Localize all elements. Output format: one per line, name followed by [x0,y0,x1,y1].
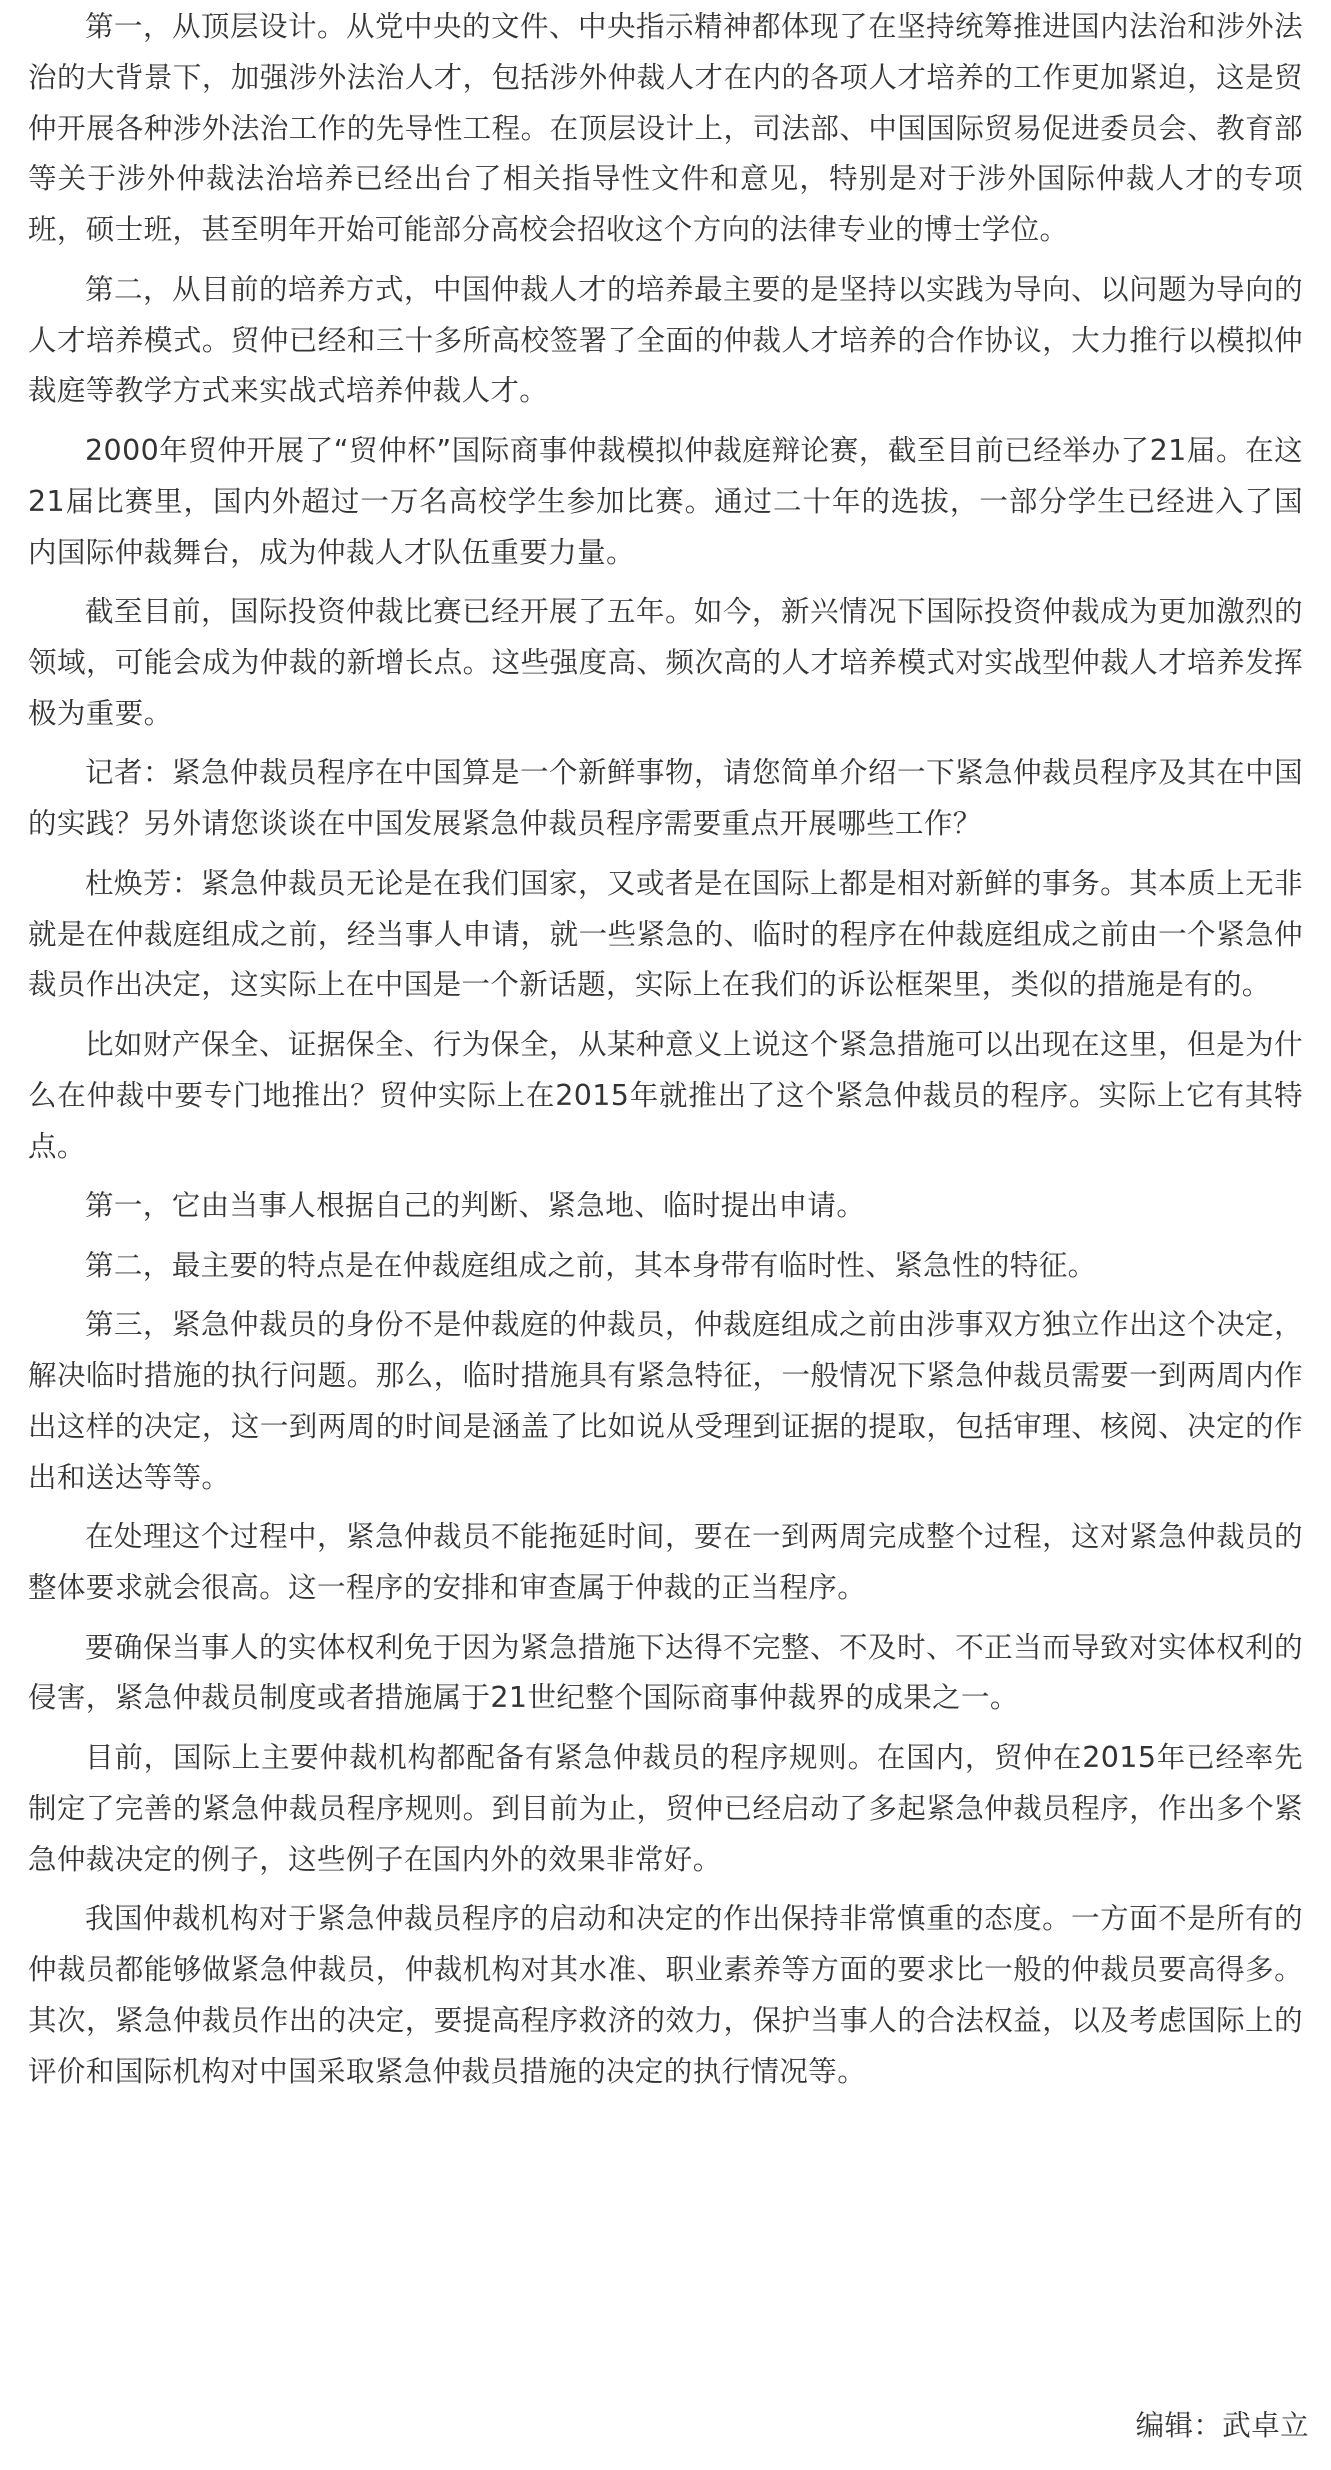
article-paragraph: 第三，紧急仲裁员的身份不是仲裁庭的仲裁员，仲裁庭组成之前由涉事双方独立作出这个决定，解决临时措施的执行问题。那么，临时措施具有紧急特征，一般情况下紧急仲裁员需要一到两周内作出这样的决定，这一到两周的时间是涵盖了比如说从受理到证据的提取，包括审理、核阅、决定的作出和送达等等。 [28,1308,1303,1494]
article-paragraph: 第二，最主要的特点是在仲裁庭组成之前，其本身带有临时性、紧急性的特征。 [85,1248,1097,1282]
article-paragraph: 记者：紧急仲裁员程序在中国算是一个新鲜事物，请您简单介绍一下紧急仲裁员程序及其在中国的实践？另外请您谈谈在中国发展紧急仲裁员程序需要重点开展哪些工作？ [28,756,1303,841]
article-paragraph: 目前，国际上主要仲裁机构都配备有紧急仲裁员的程序规则。在国内，贸仲在2015年已经率先制定了完善的紧急仲裁员程序规则。到目前为止，贸仲已经启动了多起紧急仲裁员程序，作出多个紧急仲裁决定的例子，这些例子在国内外的效果非常好。 [28,1741,1303,1876]
article-paragraph: 杜焕芳：紧急仲裁员无论是在我们国家，又或者是在国际上都是相对新鲜的事务。其本质上无非就是在仲裁庭组成之前，经当事人申请，就一些紧急的、临时的程序在仲裁庭组成之前由一个紧急仲裁员作出决定，这实际上在中国是一个新话题，实际上在我们的诉讼框架里，类似的措施是有的。 [28,866,1303,1002]
article-paragraph: 截至目前，国际投资仲裁比赛已经开展了五年。如今，新兴情况下国际投资仲裁成为更加激烈的领域，可能会成为仲裁的新增长点。这些强度高、频次高的人才培养模式对实战型仲裁人才培养发挥极为重要。 [28,595,1303,730]
article-paragraph: 第一，它由当事人根据自己的判断、紧急地、临时提出申请。 [85,1189,866,1223]
article-paragraph: 我国仲裁机构对于紧急仲裁员程序的启动和决定的作出保持非常慎重的态度。一方面不是所有的仲裁员都能够做紧急仲裁员，仲裁机构对其水准、职业素养等方面的要求比一般的仲裁员要高得多。其次，紧急仲裁员作出的决定，要提高程序救济的效力，保护当事人的合法权益，以及考虑国际上的评价和国际机构对中国采取紧急仲裁员措施的决定的执行情况等。 [28,1902,1303,2088]
editor-credit: 编辑：武卓立 [1135,2409,1309,2442]
article-paragraph: 要确保当事人的实体权利免于因为紧急措施下达得不完整、不及时、不正当而导致对实体权利的侵害，紧急仲裁员制度或者措施属于21世纪整个国际商事仲裁界的成果之一。 [28,1630,1303,1715]
article-paragraph: 2000年贸仲开展了“贸仲杯”国际商事仲裁模拟仲裁庭辩论赛，截至目前已经举办了21届。在这21届比赛里，国内外超过一万名高校学生参加比赛。通过二十年的选拔，一部分学生已经进入了国内国际仲裁舞台，成为仲裁人才队伍重要力量。 [28,433,1303,569]
article-paragraph: 第一，从顶层设计。从党中央的文件、中央指示精神都体现了在坚持统筹推进国内法治和涉外法治的大背景下，加强涉外法治人才，包括涉外仲裁人才在内的各项人才培养的工作更加紧迫，这是贸仲开展各种涉外法治工作的先导性工程。在顶层设计上，司法部、中国国际贸易促进委员会、教育部等关于涉外仲裁法治培养已经出台了相关指导性文件和意见，特别是对于涉外国际仲裁人才的专项班，硕士班，甚至明年开始可能部分高校会招收这个方向的法律专业的博士学位。 [28,10,1303,247]
article-paragraph: 第二，从目前的培养方式，中国仲裁人才的培养最主要的是坚持以实践为导向、以问题为导向的人才培养模式。贸仲已经和三十多所高校签署了全面的仲裁人才培养的合作协议，大力推行以模拟仲裁庭等教学方式来实战式培养仲裁人才。 [28,272,1303,408]
article-paragraph: 比如财产保全、证据保全、行为保全，从某种意义上说这个紧急措施可以出现在这里，但是为什么在仲裁中要专门地推出？贸仲实际上在2015年就推出了这个紧急仲裁员的程序。实际上它有其特点。 [28,1027,1303,1163]
article-paragraph: 在处理这个过程中，紧急仲裁员不能拖延时间，要在一到两周完成整个过程，这对紧急仲裁员的整体要求就会很高。这一程序的安排和审查属于仲裁的正当程序。 [28,1520,1303,1605]
article-body [28,2,1303,2106]
